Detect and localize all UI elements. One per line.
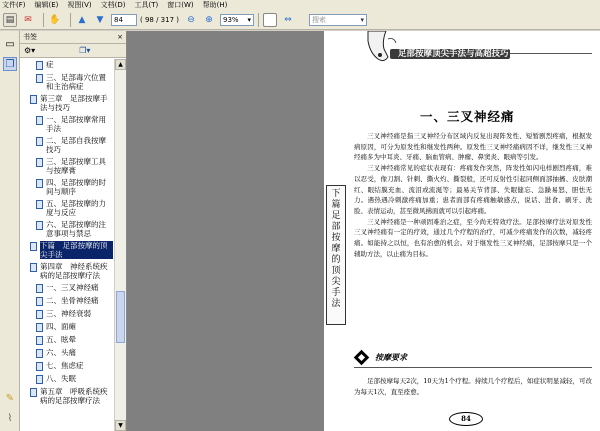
bookmark-label: 第五章 呼吸系统疾病的足部按摩疗法 [40,387,108,405]
paragraph: 足部按摩每天2次，10天为1个疗程。持续几个疗程后，如症状明显减轻，可改为每天1次，直至痊愈。 [354,377,592,396]
toolbar-separator [258,13,259,27]
menu-tools[interactable]: 工具(T) [134,1,159,9]
bookmark-label: 症 [46,60,54,69]
scroll-down-icon[interactable]: ▼ [115,420,126,431]
bookmark-item[interactable] [20,322,114,332]
diamond-bullet-icon [354,350,370,366]
bookmark-item[interactable] [20,283,114,293]
document-viewer[interactable] [127,31,600,431]
bookmark-page-icon [36,297,43,306]
body-text [354,131,592,259]
zoom-select[interactable]: 93% ▾ [220,14,254,26]
menu-view[interactable]: 视图(V) [67,1,92,9]
subheading-text: 按摩要求 [375,352,407,362]
bookmark-item[interactable] [20,157,114,175]
body-text-2 [354,376,592,398]
bookmark-page-icon [30,242,37,251]
bookmark-item[interactable] [20,374,114,384]
fit-width-icon[interactable]: ⇔ [284,14,292,25]
bookmark-page-icon [36,284,43,293]
bookmarks-scrollbar[interactable] [114,59,126,431]
chapter-side-tab [326,185,350,325]
bookmark-page-icon [36,349,43,358]
bookmark-item[interactable] [20,387,114,405]
bookmark-label: 第三章 足部按摩手法与技巧 [40,94,108,112]
navigation-rail [0,31,20,431]
bookmarks-list [20,59,114,431]
bookmarks-title: 书签 [23,33,37,41]
bookmark-item[interactable] [20,220,114,238]
bookmark-label: 三、足部毒穴位置和主治病症 [46,73,106,91]
next-page-icon[interactable]: ▼ [96,14,104,25]
page-number-input[interactable]: 84 [111,14,137,26]
search-input[interactable]: 搜索 ▾ [309,14,367,26]
bookmark-page-icon [36,137,43,146]
paragraph: 三叉神经痛常见的症状表现有：疼痛发作突然，阵发性如闪电样剧烈疼痛，难以忍受，像刀割、针刺、撕火灼、撕裂般，还可反射性引起同侧面部抽搐、皮肤潮红、眼结膜充血、流泪或流涎等；最易关节背部、失眠健忘、急躁易怒、胆怯无力。遇热遇冷刺激疼痛加重；患者面部有疼痛触敏感点，说话、进食、刷牙、洗脸、表情运动，甚至微风拂面就可以引起疼痛。 [354,164,592,215]
bookmark-label: 下篇 足部按摩的顶尖手法 [40,241,113,259]
bookmarks-header [20,31,126,44]
page-count: ( 98 / 317 ) [140,15,179,24]
bookmark-label: 八、失眠 [46,374,76,383]
bookmark-page-icon [36,74,43,83]
bookmark-label: 一、足部按摩常用手法 [46,115,106,133]
bookmark-item[interactable] [20,73,114,91]
bookmark-item[interactable] [20,335,114,345]
zoom-out-icon[interactable]: ⊖ [187,14,195,25]
menu-window[interactable]: 窗口(W) [167,1,194,9]
bookmark-page-icon [36,323,43,332]
previous-page-icon[interactable]: ▲ [78,14,86,25]
subheading-rule [354,367,592,368]
bookmark-label: 六、足部按摩的注意事项与禁忌 [46,220,106,238]
running-header-title: 足部按摩顶尖手法与高超技巧 [398,49,509,59]
scrollbar-thumb[interactable] [116,291,125,343]
chapter-side-tab-text: 下篇 足部按摩的顶尖手法 [331,189,350,309]
bookmark-label: 四、面瘫 [46,322,76,331]
menu-bar [0,0,600,10]
bookmark-label: 五、足部按摩的力度与反应 [46,199,106,217]
bookmark-item[interactable] [20,361,114,371]
bookmark-label: 六、头痛 [46,348,76,357]
bookmark-page-icon [36,221,43,230]
bookmarks-panel [20,31,127,431]
menu-help[interactable]: 帮助(H) [202,1,228,9]
bookmark-label: 三、神经衰弱 [46,309,91,318]
bookmark-page-icon [36,336,43,345]
paragraph: 三叉神经痛是一种顽固难治之症，至今尚无特效疗法。足部按摩疗法对原发性三叉神经痛有一定的疗效，通过几个疗程的治疗，可减少疼痛发作的次数，减轻疼痛。如能持之以恒，也有治愈的机会。对于继发性三叉神经痛，足部按摩只是一个辅助方法，以止痛为目标。 [354,217,592,258]
bookmark-item[interactable] [20,241,114,259]
bookmark-label: 第四章 神经系统疾病的足部按摩疗法 [40,262,108,280]
page-header [324,31,600,65]
bookmark-page-icon [36,158,43,167]
bookmark-page-icon [30,388,37,397]
bookmark-item[interactable] [20,136,114,154]
bookmark-label: 二、足部自我按摩技巧 [46,136,106,154]
paragraph: 三叉神经痛是指三叉神经分布区域内反复出现阵发性、短暂剧烈疼痛，根据发病原因，可分为原发性和继发性两种。原发性三叉神经痛病因不详，继发性三叉神经痛多为中耳炎、牙痛、脑血管病、肿瘤、鼻窦炎、眼病等引发。 [354,132,592,162]
menu-file[interactable]: 文件(F) [2,1,26,9]
bookmark-page-icon [30,95,37,104]
bookmark-page-icon [36,375,43,384]
bookmark-label: 一、三叉神经痛 [46,283,99,292]
bookmark-label: 四、足部按摩的时间与顺序 [46,178,106,196]
menu-edit[interactable]: 编辑(E) [34,1,59,9]
bookmark-item[interactable] [20,115,114,133]
email-icon[interactable]: ✉ [24,14,32,25]
bookmark-page-icon [36,200,43,209]
bookmark-page-icon [36,61,43,70]
options-icon[interactable]: ⚙▾ [24,46,36,55]
zoom-in-icon[interactable]: ⊕ [205,14,213,25]
close-icon[interactable]: × [117,33,123,41]
new-bookmark-icon[interactable]: ❐▾ [79,46,91,55]
bookmark-page-icon [36,116,43,125]
page-number: 84 [449,412,483,426]
attachments-icon[interactable]: ⌇ [7,412,13,424]
toolbar-separator [43,13,44,27]
bookmark-item[interactable] [20,309,114,319]
bookmark-item[interactable] [20,94,114,112]
section-title: 一、三叉神经痛 [420,109,515,124]
pages-icon[interactable]: ▭ [5,38,15,50]
menu-document[interactable]: 文档(D) [100,1,126,9]
bookmark-page-icon [36,179,43,188]
bookmark-item[interactable] [20,60,114,70]
bookmark-label: 三、足部按摩工具与按摩膏 [46,157,106,175]
foot-illustration-icon [364,31,398,65]
bookmark-item[interactable] [20,262,114,280]
hand-tool-icon[interactable]: ✋ [49,14,61,25]
bookmark-page-icon [36,310,43,319]
toolbar-separator [70,13,71,27]
fit-page-icon[interactable] [263,13,277,27]
bookmark-label: 五、眩晕 [46,335,76,344]
document-page [324,31,600,431]
header-rule [510,53,592,54]
bookmarks-toolbar [20,44,126,58]
bookmark-page-icon [30,263,37,272]
scroll-up-icon[interactable]: ▲ [115,59,126,70]
subheading [354,352,407,363]
bookmark-item[interactable] [20,296,114,306]
bookmark-item[interactable] [20,348,114,358]
bookmark-label: 七、焦虑症 [46,361,84,370]
print-icon[interactable]: ▤ [3,13,17,27]
comments-icon[interactable]: ✎ [5,392,15,404]
bookmark-item[interactable] [20,178,114,196]
bookmark-item[interactable] [20,199,114,217]
bookmark-page-icon [36,362,43,371]
bookmarks-icon[interactable]: ❐ [3,57,17,71]
bookmark-label: 二、坐骨神经痛 [46,296,99,305]
toolbar [0,10,600,30]
